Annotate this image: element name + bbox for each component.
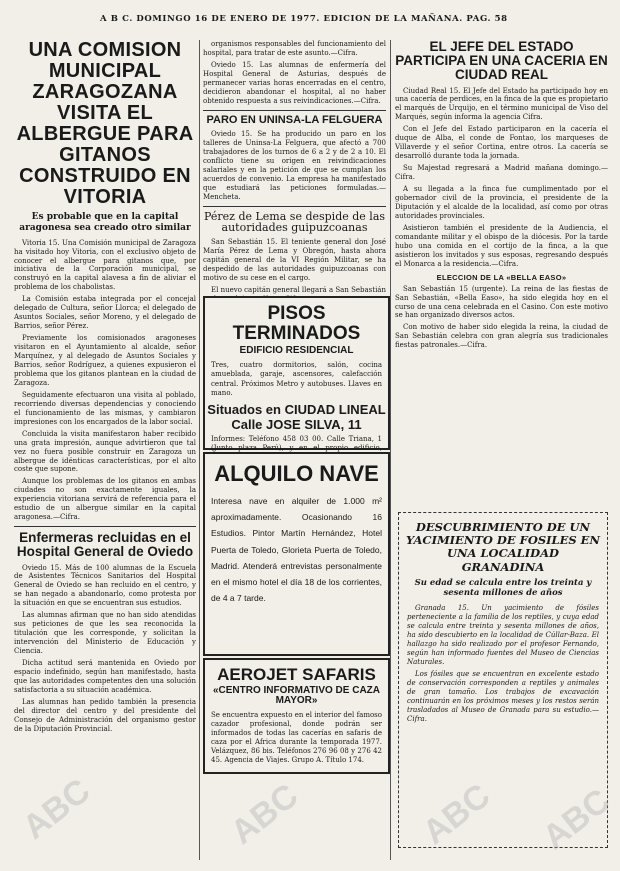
article-paragraph: Los fósiles que se encuentran en excelente estado de conservación corresponden a reptiles y animales de gran tamaño. Los trabajos de excavación continuarán en los próximos meses y los restos serán trasladados al Museo de Granada para su estudio.—Cifra.	[407, 669, 599, 723]
column-divider	[390, 40, 391, 860]
article-paragraph: Oviedo 15. Se ha producido un paro en los talleres de Uninsa-La Felguera, que afectó a 700 trabajadores de los turnos de 6 a 2 y de 2 a 10. El conflicto tiene su origen en reivindicaciones salariales y en la petición de que se cumplan los acuerdos de convenio. La empresa ha manifestado que estudiará las peticiones formuladas.—Mencheta.	[203, 130, 386, 201]
article-paragraph: Vitoria 15. Una Comisión municipal de Zaragoza ha visitado hoy Vitoria, con el exclusivo objeto de conocer el albergue para gitanos que, por iniciativa de la Corporación municipal, se construyó en la capital alavesa a fin de aliviar el problema de los chabolistas.	[14, 238, 196, 292]
page-header: A B C. DOMINGO 16 DE ENERO DE 1977. EDICION DE LA MAÑANA. PAG. 58	[100, 14, 508, 24]
divider	[14, 526, 196, 527]
ad-text: Se encuentra expuesto en el interior del famoso cazador profesional, donde podrán ser informados de todas las cacerías en safaris de caza por el Africa durante la temporada 1977. Velázquez, 86 bis. Teléfonos 276 96 08 y 276 42 45. Agencia de Viajes. Grupo A. Título 174.	[211, 710, 382, 765]
ad-title: PISOS TERMINADOS	[232, 303, 361, 344]
article-paragraph: Aunque los problemas de los gitanos en ambas ciudades no son exactamente iguales, la experiencia vitoriana servirá de referencia para el estudio de un albergue similar en la capital aragonesa.—Cifra.	[14, 477, 196, 522]
article-paragraph: Con el Jefe del Estado participaron en la cacería el duque de Alba, el conde de Fontao, los marqueses de Villaverde y el señor Cortina, entre otros. La cacería se desarrolló durante toda la jornada.	[395, 125, 608, 161]
fosiles-headline: DESCUBRIMIENTO DE UN YACIMIENTO DE FOSILES EN UNA LOCALIDAD GRANADINA	[406, 520, 600, 574]
article-paragraph: Asistieron también el presidente de la Audiencia, el comandante militar y el obispo de la diócesis. Por la tarde hubo una comida en el cortijo de la finca, a la que asistieron los invitados y sus esposas, regresando después el Monarca a la residencia.—Cifra.	[395, 223, 608, 268]
article-paragraph: organismos responsables del funcionamiento del hospital, para tratar de este asunto.—Cifra.	[203, 40, 386, 57]
ad-text: Tres, cuatro dormitorios, salón, cocina amueblada, garaje, ascensores, calefacción central. Próximos Metro y autobuses. Llaves en mano.	[211, 361, 382, 397]
article-paragraph: Ciudad Real 15. El Jefe del Estado ha participado hoy en una cacería de perdices, en la finca de la que es propietario el marqués de Urquijo, en el término municipal de Viso del Marqués, según informa la agencia Cifra.	[395, 86, 608, 122]
divider	[203, 206, 386, 207]
jefe-estado-headline: EL JEFE DEL ESTADO PARTICIPA EN UNA CACERIA EN CIUDAD REAL	[395, 40, 608, 83]
perez-lema-headline: Pérez de Lema se despide de las autoridades guipuzcoanas	[203, 209, 386, 235]
main-headline: UNA COMISION MUNICIPAL ZARAGOZANA VISITA EL ALBERGUE PARA GITANOS CONSTRUIDO EN VITORIA	[16, 40, 194, 208]
ad-location: Situados en CIUDAD LINEAL	[207, 401, 386, 417]
ad-subtitle: «CENTRO INFORMATIVO DE CAZA MAYOR»	[212, 684, 381, 707]
article-paragraph: Previamente los comisionados aragoneses visitaron en el Ayuntamiento al alcalde, señor Marquínez, y al delegado de Asuntos Sociales y Barrios, señor Rodríguez, a quienes expusieron el problema que los gitanos plantean en la ciudad de Zaragoza.	[14, 334, 196, 387]
article-paragraph: Concluida la visita manifestaron haber recibido una grata impresión, aunque advirtieron que tal vez no fuera posible construir en Zaragoza un albergue de idénticas características, por el alto coste que supone.	[14, 429, 196, 474]
watermark: ABC	[415, 776, 498, 852]
article-paragraph: Las alumnas afirman que no han sido atendidas sus peticiones de que les sea reconocida la titulación que les corresponde, y solicitan la intervención del Ministerio de Educación y Ciencia.	[14, 611, 196, 656]
article-paragraph: La Comisión estaba integrada por el concejal delegado de Cultura, señor Llorca; el delegado de Asuntos Sociales, señor Moreno, y el delegado de Barrios, señor Pérez.	[14, 295, 196, 331]
oviedo-headline: Enfermeras recluidas en el Hospital General de Oviedo	[16, 530, 194, 560]
article-paragraph: San Sebastián 15. El teniente general don José María Pérez de Lema y Obregón, hasta ahora capitán general de la VI Región Militar, se ha despedido de las autoridades guipuzcoanas con motivo de su cese en el cargo.	[203, 237, 386, 282]
article-paragraph: El nuevo capitán general llegará a San Sebastián	[211, 285, 386, 294]
ad-title: ALQUILO NAVE	[214, 461, 379, 486]
ad-subtitle: EDIFICIO RESIDENCIAL	[239, 344, 354, 356]
watermark: ABC	[535, 781, 618, 857]
bella-easo-title: ELECCION DE LA «BELLA EASO»	[436, 272, 567, 282]
article-paragraph: Seguidamente efectuaron una visita al poblado, recorriendo diversas dependencias y conociendo el funcionamiento de las mismas, y cambiaron impresiones con los encargados de la labor social.	[14, 390, 196, 426]
ad-location: Calle JOSE SILVA, 11	[231, 416, 362, 432]
article-paragraph: Oviedo 15. Más de 100 alumnas de la Escuela de Asistentes Técnicos Sanitarios del Hospital General de Oviedo se han recluido en el centro, y se han negado a abandonarlo, como protesta por la situación en que se encuentran sus estudios.	[14, 563, 196, 608]
article-paragraph: Con motivo de haber sido elegida la reina, la ciudad de San Sebastián celebra con gran alegría sus tradicionales fiestas patronales.—Cifra.	[395, 323, 608, 350]
fosiles-subhead: Su edad se calcula entre los treinta y sesenta millones de años	[414, 577, 592, 599]
article-paragraph: Oviedo 15. Las alumnas de enfermería del Hospital General de Asturias, después de permanecer varias horas encerradas en el centro, decidieron abandonar el hospital, al no haber obtenido respuesta a sus reivindicaciones.—Cifra.	[203, 60, 386, 105]
main-subhead: Es probable que en la capital aragonesa sea creado otro similar	[19, 212, 191, 233]
column-middle	[203, 40, 386, 320]
article-paragraph: San Sebastián 15 (urgente). La reina de las fiestas de San Sebastián, «Bella Easo», ha sido elegida hoy en el curso de una cena celebrada en el Casino. Con este motivo se han organizado diversos actos.	[395, 284, 608, 320]
uninsa-headline: PARO EN UNINSA-LA FELGUERA	[206, 113, 383, 126]
ad-pisos-terminados	[203, 296, 390, 450]
article-paragraph: Granada 15. Un yacimiento de fósiles perteneciente a la familia de los reptiles, y cuya edad se calcula entre treinta y sesenta millones de años, ha sido descubierto en la localidad de Cúllar-Baza. El hallazgo ha sido realizado por el profesor Fernando, según han informado fuentes del Museo de Ciencias Naturales.	[407, 604, 599, 666]
watermark: ABC	[223, 776, 306, 852]
ad-contact: Informes: Teléfono 458 03 00. Calle Triana, 1 (Junto plaza Perú), y en el propio edificio,	[211, 434, 382, 452]
article-paragraph: A su llegada a la finca fue cumplimentado por el gobernador civil de la provincia, el presidente de la Diputación y el alcalde de la localidad, así como por otras autoridades provinciales.	[395, 185, 608, 220]
ad-aerojet-safaris	[203, 658, 390, 774]
watermark: ABC	[15, 771, 98, 847]
ad-text: Interesa nave en alquiler de 1.000 m² aproximadamente. Ocasionando 16 Estudios. Pintor Martín Hernández, Hotel Puerta de Toledo, Glorieta Puerta de Toledo, Madrid. Atenderá entrevistas personalmente en el mismo hotel el día 18 de los corrientes, de 4 a 7 tarde.	[211, 496, 382, 603]
article-paragraph: Dicha actitud será mantenida en Oviedo por espacio indefinido, según han manifestado, hasta que las autoridades competentes den una solución satisfactoria a su situación académica.	[14, 659, 196, 694]
ad-alquilo-nave	[203, 452, 390, 656]
divider	[203, 110, 386, 111]
ad-title: AEROJET SAFARIS	[217, 665, 376, 684]
article-paragraph: Las alumnas han pedido también la presencia del director del centro y del presidente del Consejo de Administración del organismo gestor de la Diputación Provincial.	[14, 697, 196, 733]
column-divider	[199, 40, 200, 860]
article-paragraph: Su Majestad regresará a Madrid mañana domingo.—Cifra.	[395, 164, 608, 182]
column-left	[14, 40, 196, 860]
